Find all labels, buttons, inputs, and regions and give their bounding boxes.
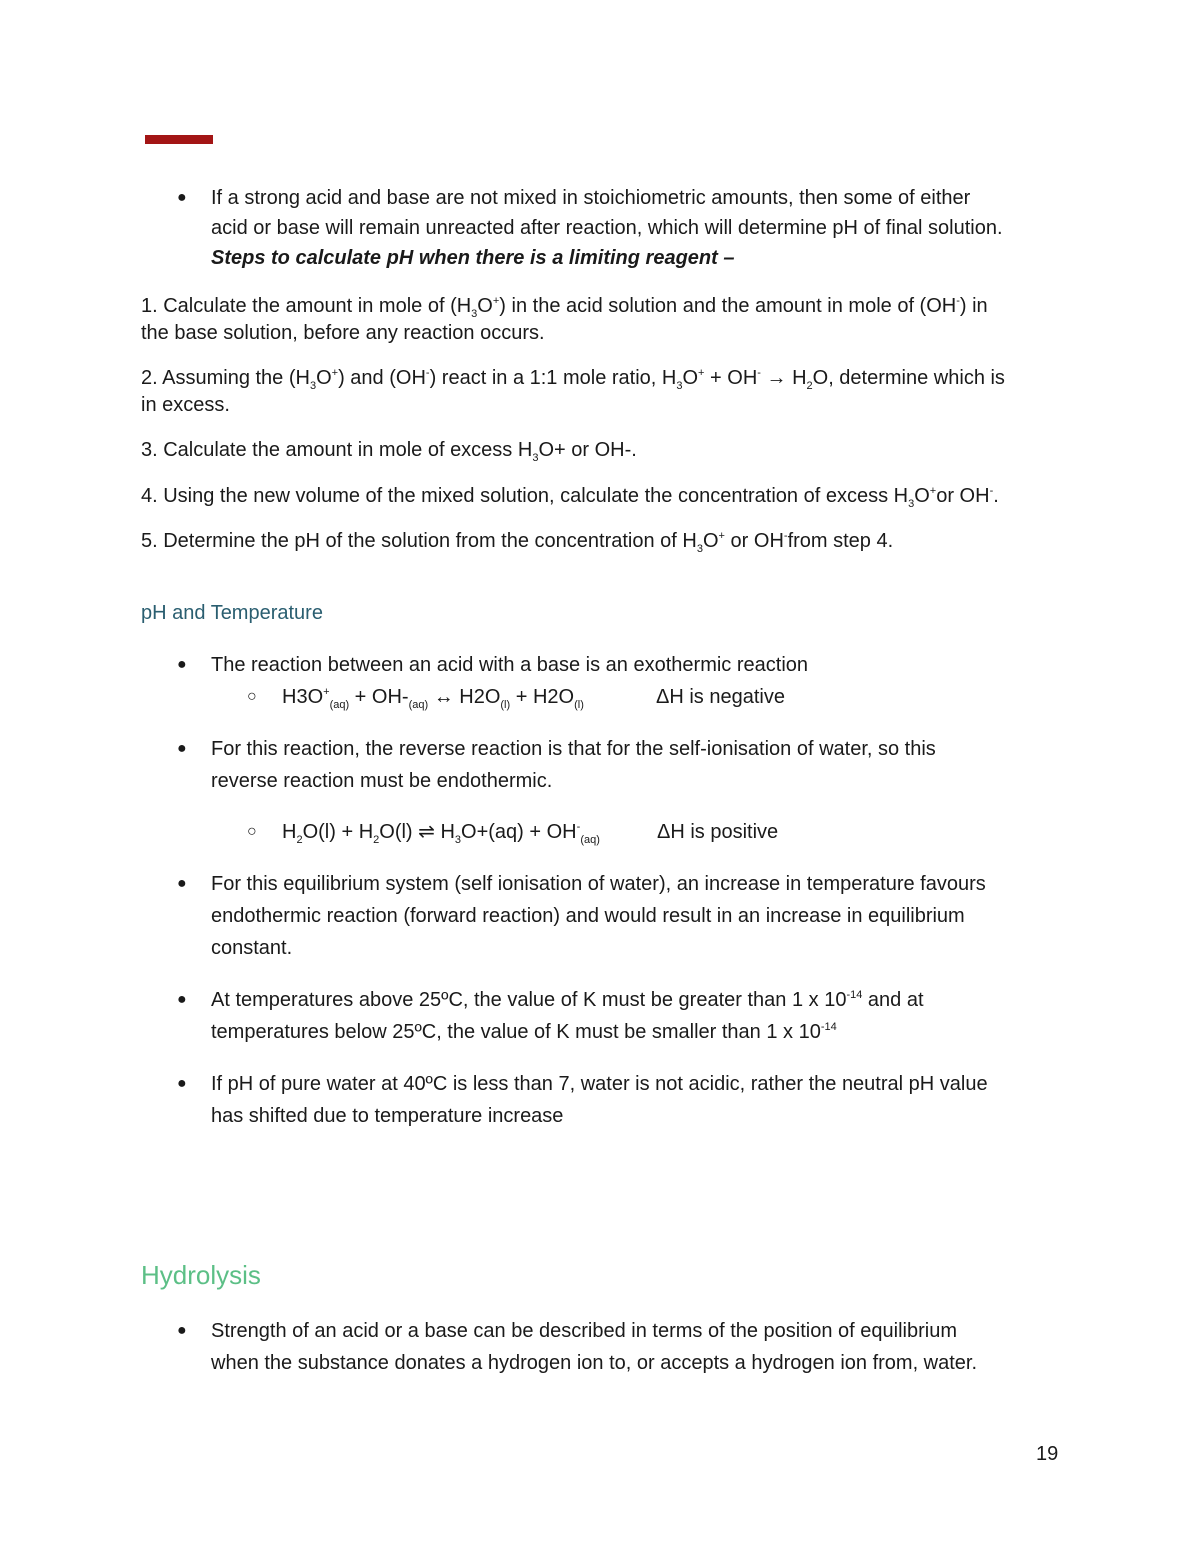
limiting-line-1: If a strong acid and base are not mixed in stoichiometric amounts, then some of either	[211, 187, 971, 209]
bullet-icon: ●	[177, 189, 187, 206]
enthalpy-negative: ΔH is negative	[656, 686, 785, 708]
bullet-icon: ●	[177, 1075, 187, 1092]
hollow-bullet-icon: ○	[247, 688, 257, 705]
bullet-icon: ●	[177, 875, 187, 892]
bullet-icon: ●	[177, 740, 187, 757]
page-number: 19	[1036, 1443, 1059, 1465]
self-ionisation-equation: $H_2O(l) + H_2O(l)$ ⇌ $H_3O+(aq) + OH^-_{(aq)}$	[282, 821, 600, 846]
bullet-icon: ●	[177, 1322, 187, 1339]
reverse-reaction-line-2: reverse reaction must be endothermic.	[211, 770, 553, 792]
equilibrium-line-2: endothermic reaction (forward reaction) and would result in an increase in equilibrium	[211, 905, 965, 927]
step-1-line-2: the base solution, before any reaction occurs.	[141, 322, 545, 344]
hydrolysis-line-2: when the substance donates a hydrogen ion to, or accepts a hydrogen ion from, water.	[211, 1352, 978, 1374]
step-2-line-2: in excess.	[141, 394, 230, 416]
hydrolysis-line-1: Strength of an acid or a base can be described in terms of the position of equilibrium	[211, 1320, 957, 1342]
steps-heading: Steps to calculate pH when there is a limiting reagent –	[211, 247, 735, 269]
ph-temperature-heading: pH and Temperature	[141, 602, 323, 624]
step-2-line-1: 2. Assuming the $(H_3O^+)$ and (OH-) react in a 1:1 mole ratio, $H_3O^+ + OH^- \to H_2O$, determine which is	[141, 367, 1005, 392]
pure-water-line-2: has shifted due to temperature increase	[211, 1105, 564, 1127]
enthalpy-positive: ΔH is positive	[657, 821, 779, 843]
step-3: 3. Calculate the amount in mole of excess $H_3O+$ or OH-.	[141, 439, 637, 464]
equilibrium-line-3: constant.	[211, 937, 293, 959]
reverse-reaction-line-1: For this reaction, the reverse reaction is that for the self-ionisation of water, so this	[211, 738, 936, 760]
bullet-icon: ●	[177, 991, 187, 1008]
hydrolysis-heading: Hydrolysis	[141, 1260, 261, 1290]
step-1-line-1: 1. Calculate the amount in mole of $(H_3O^+)$ in the acid solution and the amount in mole of (OH-) in	[141, 295, 988, 320]
temperature-k-line-1: At temperatures above 25ºC, the value of K must be greater than 1 x $10^{-14}$ and at	[211, 989, 924, 1011]
exothermic-bullet: The reaction between an acid with a base is an exothermic reaction	[211, 654, 809, 676]
limiting-line-2: acid or base will remain unreacted after reaction, which will determine pH of final solution.	[211, 217, 1003, 239]
pure-water-line-1: If pH of pure water at 40ºC is less than 7, water is not acidic, rather the neutral pH value	[211, 1073, 988, 1095]
equilibrium-line-1: For this equilibrium system (self ionisation of water), an increase in temperature favours	[211, 873, 986, 895]
bullet-icon: ●	[177, 656, 187, 673]
hollow-bullet-icon: ○	[247, 823, 257, 840]
temperature-k-line-2: temperatures below 25ºC, the value of K must be smaller than 1 x $10^{-14}$	[211, 1021, 837, 1043]
neutralisation-equation: $H3O^+_{(aq)} + OH-_{(aq)}$ ↔ $H2O_{(l)} + H2O_{(l)}$	[282, 686, 584, 711]
step-5: 5. Determine the pH of the solution from the concentration of $H_3O^+$ or OH-from step 4.	[141, 530, 894, 555]
step-4: 4. Using the new volume of the mixed solution, calculate the concentration of excess $H_3O^+or$ OH-.	[141, 485, 999, 510]
header-accent-bar	[145, 135, 213, 144]
